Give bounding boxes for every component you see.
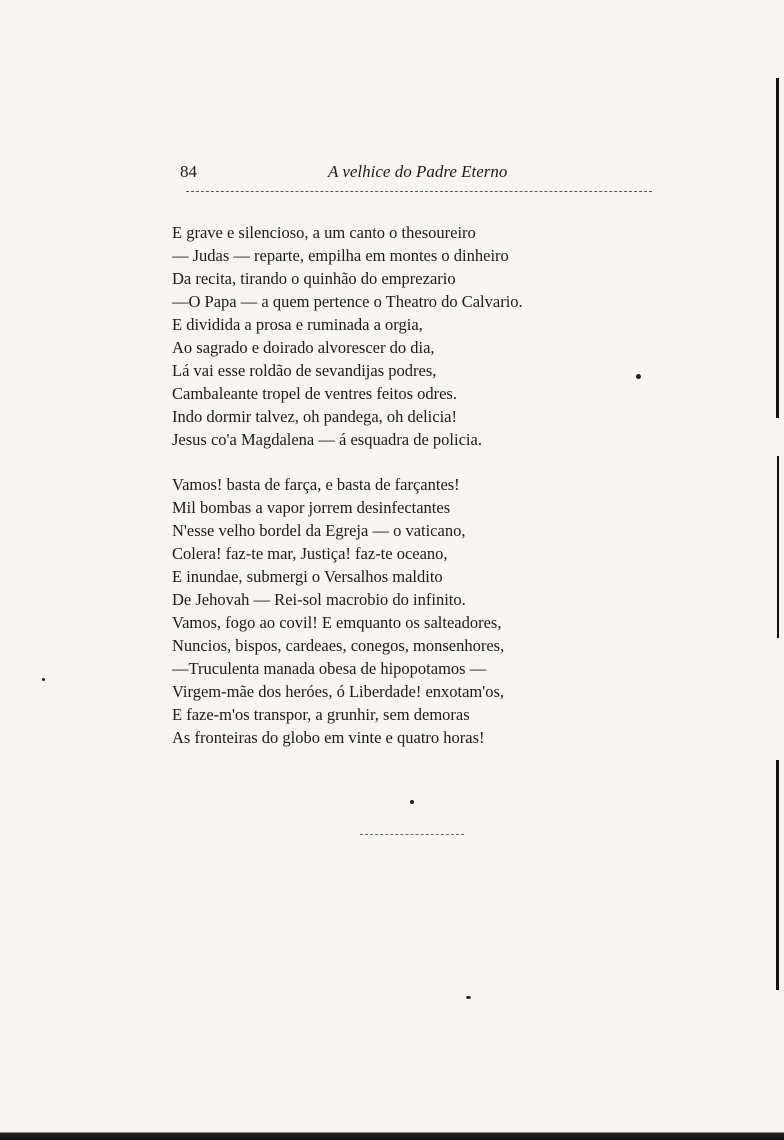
verse-line: —O Papa — a quem pertence o Theatro do Calvario. — [172, 292, 523, 311]
stanza-1 — [172, 221, 523, 451]
verse-line: Vamos! basta de farça, e basta de farçantes! — [172, 475, 460, 494]
page-right-edge — [768, 0, 784, 1140]
verse-line: Mil bombas a vapor jorrem desinfectantes — [172, 498, 451, 517]
stanza-2 — [172, 473, 504, 749]
verse-line: E dividida a prosa e ruminada a orgia, — [172, 315, 423, 334]
verse-line: Indo dormir talvez, oh pandega, oh delicia! — [172, 407, 457, 426]
page-number: 84 — [180, 162, 197, 181]
verse-line: — Judas — reparte, empilha em montes o dinheiro — [172, 246, 509, 265]
verse-line: Virgem-mãe dos heróes, ó Liberdade! enxotam'os, — [172, 682, 505, 701]
verse-line: Lá vai esse roldão de sevandijas podres, — [172, 361, 437, 380]
ink-speck — [636, 374, 641, 379]
verse-line: Da recita, tirando o quinhão do emprezario — [172, 269, 456, 288]
verse-line: Ao sagrado e doirado alvorescer do dia, — [172, 338, 435, 357]
verse-line: E grave e silencioso, a um canto o thesoureiro — [172, 223, 476, 242]
ink-speck — [410, 800, 414, 804]
verse-line: E faze-m'os transpor, a grunhir, sem demoras — [172, 705, 470, 724]
verse-line: As fronteiras do globo em vinte e quatro horas! — [172, 728, 485, 747]
verse-line: E inundae, submergi o Versalhos maldito — [172, 567, 443, 586]
ink-speck — [42, 678, 45, 681]
verse-line: Nuncios, bispos, cardeaes, conegos, monsenhores, — [172, 636, 505, 655]
verse-line: —Truculenta manada obesa de hipopotamos — — [172, 659, 487, 678]
ink-speck — [466, 996, 471, 999]
running-head — [180, 162, 530, 188]
verse-line: Cambaleante tropel de ventres feitos odres. — [172, 384, 457, 403]
verse-line: Colera! faz-te mar, Justiça! faz-te oceano, — [172, 544, 448, 563]
page-bottom-edge — [0, 1124, 784, 1140]
verse-line: Vamos, fogo ao covil! E emquanto os salteadores, — [172, 613, 502, 632]
header-rule — [186, 191, 652, 192]
verse-line: N'esse velho bordel da Egreja — o vaticano, — [172, 521, 466, 540]
running-title: A velhice do Padre Eterno — [328, 162, 508, 181]
tail-rule — [360, 834, 464, 835]
verse-line: De Jehovah — Rei-sol macrobio do infinito. — [172, 590, 466, 609]
verse-line: Jesus co'a Magdalena — á esquadra de policia. — [172, 430, 482, 449]
